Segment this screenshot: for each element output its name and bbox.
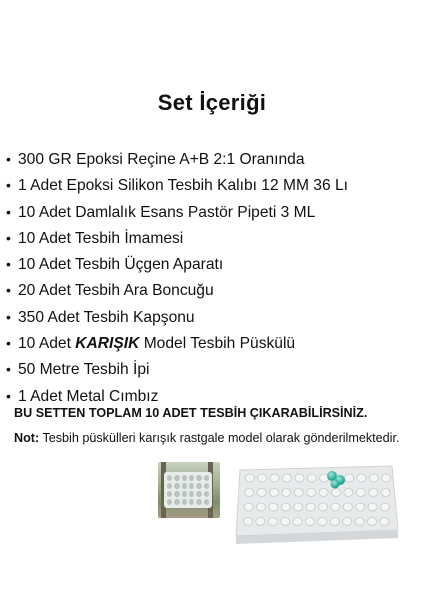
list-item [6, 356, 424, 382]
mold-hole [294, 489, 303, 497]
bullet-icon: • [6, 361, 11, 378]
bullet-icon: • [6, 203, 11, 220]
mold-hole [245, 489, 254, 497]
item-text: 10 Adet Tesbih İmamesi [18, 229, 184, 247]
mold-hole [343, 518, 352, 526]
mold-hole [319, 489, 328, 497]
mold-hole [356, 503, 365, 511]
mold-hole [257, 489, 266, 497]
item-text: 10 Adet [18, 335, 76, 353]
mold-hole [318, 503, 327, 511]
list-item [6, 225, 424, 251]
mold-hole [282, 474, 291, 482]
mold-hole [269, 489, 278, 497]
mold-hole [367, 518, 376, 526]
item-text-suffix: Model Tesbih Püskülü [139, 335, 296, 353]
mold-hole [380, 518, 389, 526]
mold-grid [164, 472, 212, 508]
list-item [6, 277, 424, 303]
bullet-icon: • [6, 177, 11, 194]
bullet-icon: • [6, 282, 11, 299]
item-text: 10 Adet Tesbih Üçgen Aparatı [18, 256, 224, 274]
list-item [6, 199, 424, 225]
mold-hole [256, 518, 265, 526]
set-notice: BU SETTEN TOPLAM 10 ADET TESBİH ÇIKARABİLİRSİNİZ. [14, 406, 368, 420]
mold-hole [344, 474, 353, 482]
mold-hole [269, 503, 278, 511]
mold-hole [268, 518, 277, 526]
list-item [6, 172, 424, 198]
note-label: Not: [14, 431, 40, 445]
silicone-mold-outdoor-photo [158, 462, 220, 518]
mold-hole [307, 489, 316, 497]
list-item [6, 146, 424, 172]
item-text: 50 Metre Tesbih İpi [18, 361, 150, 379]
mold-hole [318, 518, 327, 526]
mold-hole [368, 503, 377, 511]
mold-hole [381, 489, 390, 497]
mold-hole [382, 474, 391, 482]
note-text: Tesbih püskülleri karışık rastgale model olarak gönderilmektedir. [39, 431, 400, 445]
mold-hole [344, 489, 353, 497]
mold-hole [331, 503, 340, 511]
mold-hole [331, 489, 340, 497]
mold-hole [281, 503, 290, 511]
bullet-icon: • [6, 229, 11, 246]
list-item [6, 251, 424, 277]
mold-hole [256, 503, 265, 511]
mold-hole [380, 503, 389, 511]
mold-hole [343, 503, 352, 511]
note-paragraph [14, 430, 414, 447]
item-text: 1 Adet Epoksi Silikon Tesbih Kalıbı 12 MM 36 Lı [18, 177, 348, 195]
mold-hole [244, 503, 253, 511]
bullet-icon: • [6, 308, 11, 325]
contents-list [6, 146, 424, 409]
mold-hole [307, 474, 316, 482]
mold-hole [258, 474, 267, 482]
list-item [6, 304, 424, 330]
mold-hole [243, 518, 252, 526]
bead-icon [331, 480, 340, 489]
mold-hole [330, 518, 339, 526]
item-text: 300 GR Epoksi Reçine A+B 2:1 Oranında [18, 151, 305, 168]
bullet-icon: • [6, 335, 11, 352]
item-text: 20 Adet Tesbih Ara Boncuğu [18, 282, 214, 300]
mold-hole [369, 474, 378, 482]
mold-hole [305, 518, 314, 526]
bullet-icon: • [6, 387, 11, 404]
mold-hole [282, 489, 291, 497]
mold-hole [369, 489, 378, 497]
page-title: Set İçeriği [157, 90, 267, 115]
mold-hole [356, 489, 365, 497]
mold-hole [281, 518, 290, 526]
mold-hole [295, 474, 304, 482]
item-emphasis: KARIŞIK [75, 335, 140, 353]
mold-hole [355, 518, 364, 526]
mold-hole [357, 474, 366, 482]
bead-mold-tray-photo [232, 460, 400, 546]
item-text: 1 Adet Metal Cımbız [18, 387, 159, 405]
bullet-icon: • [6, 151, 11, 167]
mold-hole [306, 503, 315, 511]
mold-hole [293, 518, 302, 526]
mold-hole [270, 474, 279, 482]
item-text: 350 Adet Tesbih Kapşonu [18, 308, 195, 326]
bullet-icon: • [6, 256, 11, 273]
mold-hole [294, 503, 303, 511]
list-item [6, 330, 424, 356]
item-text: 10 Adet Damlalık Esans Pastör Pipeti 3 ML [18, 203, 316, 221]
mold-hole [245, 474, 254, 482]
